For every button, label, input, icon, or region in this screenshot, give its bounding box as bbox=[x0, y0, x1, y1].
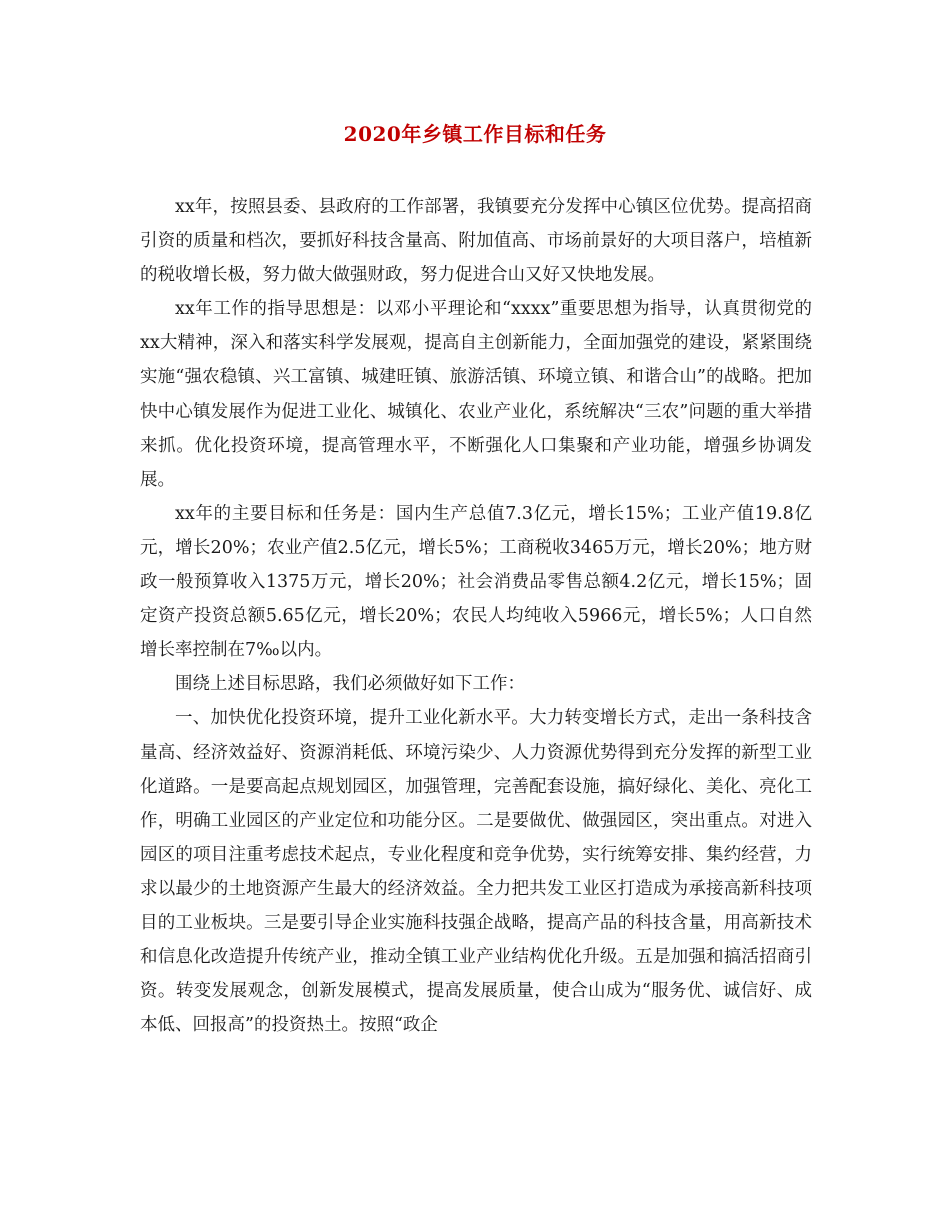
paragraph-section-one: 一、加快优化投资环境，提升工业化新水平。大力转变增长方式，走出一条科技含量高、经济效益好、资源消耗低、环境污染少、人力资源优势得到充分发挥的新型工业化道路。一是要高起点规划园区，加强管理，完善配套设施，搞好绿化、美化、亮化工作，明确工业园区的产业定位和功能分区。二是要做优、做强园区，突出重点。对进入园区的项目注重考虑技术起点，专业化程度和竞争优势，实行统筹安排、集约经营，力求以最少的土地资源产生最大的经济效益。全力把共发工业区打造成为承接高新科技项目的工业板块。三是要引导企业实施科技强企战略，提高产品的科技含量，用高新技术和信息化改造提升传统产业，推动全镇工业产业结构优化升级。五是加强和搞活招商引资。转变发展观念，创新发展模式，提高发展质量，使合山成为“服务优、诚信好、成本低、回报高”的投资热土。按照“政企 bbox=[140, 708, 812, 1036]
paragraph-main-targets: xx年的主要目标和任务是：国内生产总值7.3亿元，增长15%；工业产值19.8亿元，增长20%；农业产值2.5亿元，增长5%；工商税收3465万元，增长20%；地方财政一般预算收入1375万元，增长20%；社会消费品零售总额4.2亿元，增长15%；固定资产投资总额5.65亿元，增长20%；农民人均纯收入5966元，增长5%；人口自然增长率控制在7‰以内。 bbox=[140, 503, 812, 661]
paragraph-intro: xx年，按照县委、县政府的工作部署，我镇要充分发挥中心镇区位优势。提高招商引资的质量和档次，要抓好科技含量高、附加值高、市场前景好的大项目落户，培植新的税收增长极，努力做大做强财政，努力促进合山又好又快地发展。 bbox=[140, 197, 812, 286]
document-body bbox=[140, 190, 812, 1042]
paragraph-guiding-ideology: xx年工作的指导思想是：以邓小平理论和“xxxx”重要思想为指导，认真贯彻党的xx大精神，深入和落实科学发展观，提高自主创新能力，全面加强党的建设，紧紧围绕实施“强农稳镇、兴工富镇、城建旺镇、旅游活镇、环境立镇、和谐合山”的战略。把加快中心镇发展作为促进工业化、城镇化、农业产业化，系统解决“三农”问题的重大举措来抓。优化投资环境，提高管理水平，不断强化人口集聚和产业功能，增强乡协调发展。 bbox=[140, 299, 812, 490]
document-title: 2020年乡镇工作目标和任务 bbox=[343, 122, 607, 146]
paragraph-work-lead-in: 围绕上述目标思路，我们必须做好如下工作： bbox=[175, 674, 525, 695]
